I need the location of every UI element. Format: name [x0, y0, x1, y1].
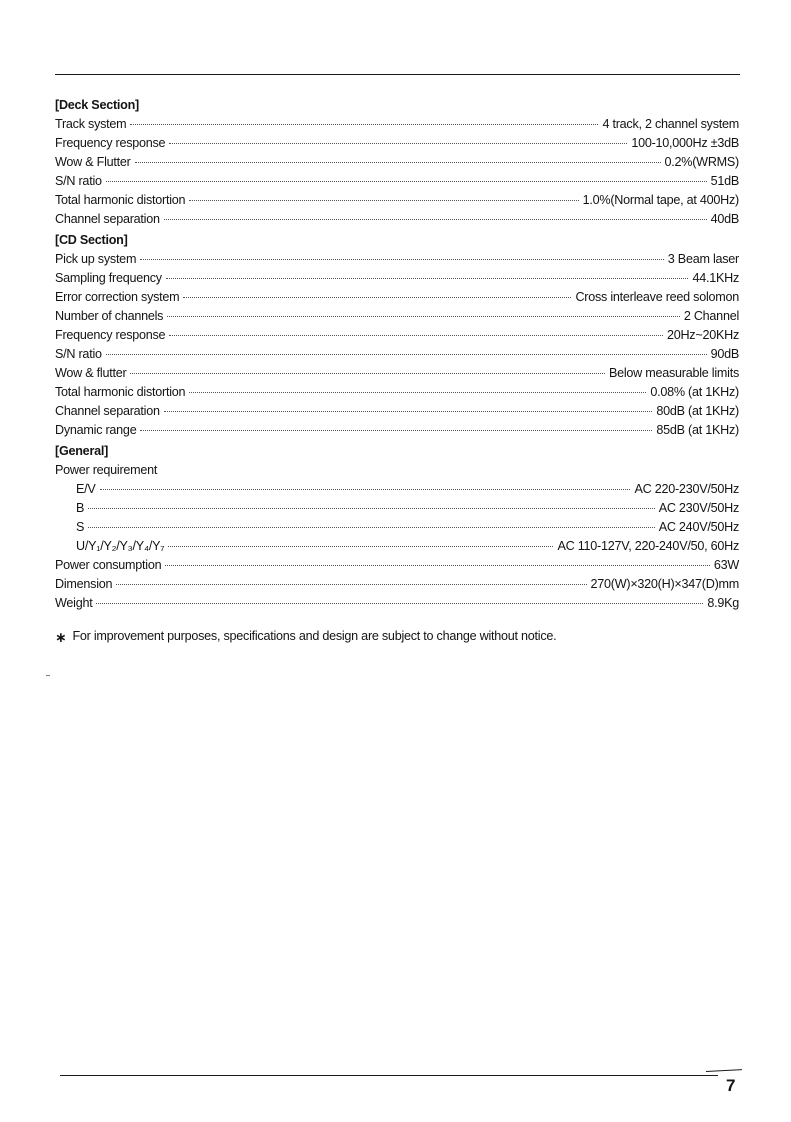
spec-row	[55, 326, 739, 345]
general-section-title: [General]	[55, 444, 109, 458]
spec-label: Track system	[55, 117, 127, 131]
spec-label: S/N ratio	[55, 347, 102, 361]
spec-row	[55, 153, 739, 172]
spec-value: 80dB (at 1KHz)	[656, 404, 739, 418]
spec-label: Wow & flutter	[55, 366, 127, 380]
spec-label: Frequency response	[55, 328, 166, 342]
spec-row	[55, 402, 739, 421]
spec-label: Dimension	[55, 577, 113, 591]
power-row	[55, 499, 739, 518]
dot-leader	[164, 219, 707, 220]
spec-label: Number of channels	[55, 309, 164, 323]
spec-label: Power consumption	[55, 558, 162, 572]
spec-label: Wow & Flutter	[55, 155, 131, 169]
spec-value: 63W	[713, 558, 739, 572]
deck-section-title: [Deck Section]	[55, 98, 139, 112]
notice	[55, 627, 556, 644]
top-rule	[55, 74, 740, 75]
spec-label: Error correction system	[55, 290, 180, 304]
spec-value: 90dB	[710, 347, 739, 361]
spec-label: Weight	[55, 596, 93, 610]
spec-row	[55, 210, 739, 229]
dot-leader	[130, 373, 605, 374]
spec-label: Pick up system	[55, 252, 137, 266]
specifications	[55, 96, 739, 613]
dot-leader	[106, 181, 707, 182]
dot-leader	[88, 508, 655, 509]
notice-text: For improvement purposes, specifications and design are subject to change without notice.	[72, 629, 557, 643]
dot-leader	[88, 527, 655, 528]
spec-row	[55, 421, 739, 440]
power-value: AC 240V/50Hz	[658, 520, 739, 534]
spec-label: Channel separation	[55, 404, 160, 418]
power-value: AC 220-230V/50Hz	[634, 482, 739, 496]
dot-leader	[140, 259, 664, 260]
spec-value: 85dB (at 1KHz)	[656, 423, 739, 437]
dot-leader	[100, 489, 631, 490]
spec-row	[55, 575, 739, 594]
spec-value: 100-10,000Hz ±3dB	[631, 136, 739, 150]
dot-leader	[189, 200, 578, 201]
dot-leader	[135, 162, 661, 163]
spec-label: Sampling frequency	[55, 271, 162, 285]
dot-leader	[183, 297, 571, 298]
margin-mark	[46, 675, 50, 676]
power-row	[55, 537, 739, 556]
spec-label: Total harmonic distortion	[55, 385, 186, 399]
spec-row	[55, 172, 739, 191]
spec-row	[55, 115, 739, 134]
region-code: U/Y₁/Y₂/Y₃/Y₄/Y₇	[76, 539, 165, 553]
region-code: B	[76, 501, 85, 515]
spec-value: 0.2%(WRMS)	[664, 155, 739, 169]
power-value: AC 230V/50Hz	[658, 501, 739, 515]
dot-leader	[166, 278, 689, 279]
spec-row	[55, 556, 739, 575]
bottom-rule	[60, 1075, 718, 1076]
dot-leader	[96, 603, 703, 604]
spec-value: 4 track, 2 channel system	[602, 117, 739, 131]
region-code: E/V	[76, 482, 96, 496]
dot-leader	[164, 411, 653, 412]
spec-value: 8.9Kg	[707, 596, 739, 610]
dot-leader	[167, 316, 680, 317]
spec-value: 51dB	[710, 174, 739, 188]
spec-row	[55, 269, 739, 288]
power-requirement-label: Power requirement	[55, 463, 158, 477]
spec-value: 0.08% (at 1KHz)	[650, 385, 739, 399]
dot-leader	[116, 584, 586, 585]
dot-leader	[169, 143, 627, 144]
dot-leader	[189, 392, 646, 393]
spec-row	[55, 191, 739, 210]
dot-leader	[106, 354, 707, 355]
spec-label: Frequency response	[55, 136, 166, 150]
spec-value: 1.0%(Normal tape, at 400Hz)	[582, 193, 739, 207]
spec-value: 20Hz~20KHz	[666, 328, 739, 342]
spec-value: 2 Channel	[683, 309, 739, 323]
dot-leader	[168, 546, 553, 547]
spec-value: Below measurable limits	[608, 366, 739, 380]
spec-value: 44.1KHz	[692, 271, 739, 285]
spec-label: Total harmonic distortion	[55, 193, 186, 207]
power-row	[55, 518, 739, 537]
spec-row	[55, 134, 739, 153]
spec-label: S/N ratio	[55, 174, 102, 188]
dot-leader	[165, 565, 709, 566]
bottom-rule-tail	[706, 1069, 742, 1072]
spec-row	[55, 345, 739, 364]
dot-leader	[140, 430, 652, 431]
power-value: AC 110-127V, 220-240V/50, 60Hz	[557, 539, 739, 553]
dot-leader	[169, 335, 663, 336]
dot-leader	[130, 124, 598, 125]
spec-value: 40dB	[710, 212, 739, 226]
spec-row	[55, 594, 739, 613]
spec-row	[55, 307, 739, 326]
spec-value: 3 Beam laser	[667, 252, 739, 266]
cd-section-title: [CD Section]	[55, 233, 128, 247]
spec-row	[55, 288, 739, 307]
spec-row	[55, 383, 739, 402]
power-row	[55, 480, 739, 499]
spec-value: 270(W)×320(H)×347(D)mm	[590, 577, 739, 591]
spec-row	[55, 364, 739, 383]
spec-row	[55, 250, 739, 269]
page-number: 7	[726, 1076, 736, 1095]
region-code: S	[76, 520, 85, 534]
spec-label: Dynamic range	[55, 423, 137, 437]
spec-value: Cross interleave reed solomon	[575, 290, 739, 304]
spec-label: Channel separation	[55, 212, 160, 226]
asterisk-icon: ∗	[55, 629, 67, 645]
